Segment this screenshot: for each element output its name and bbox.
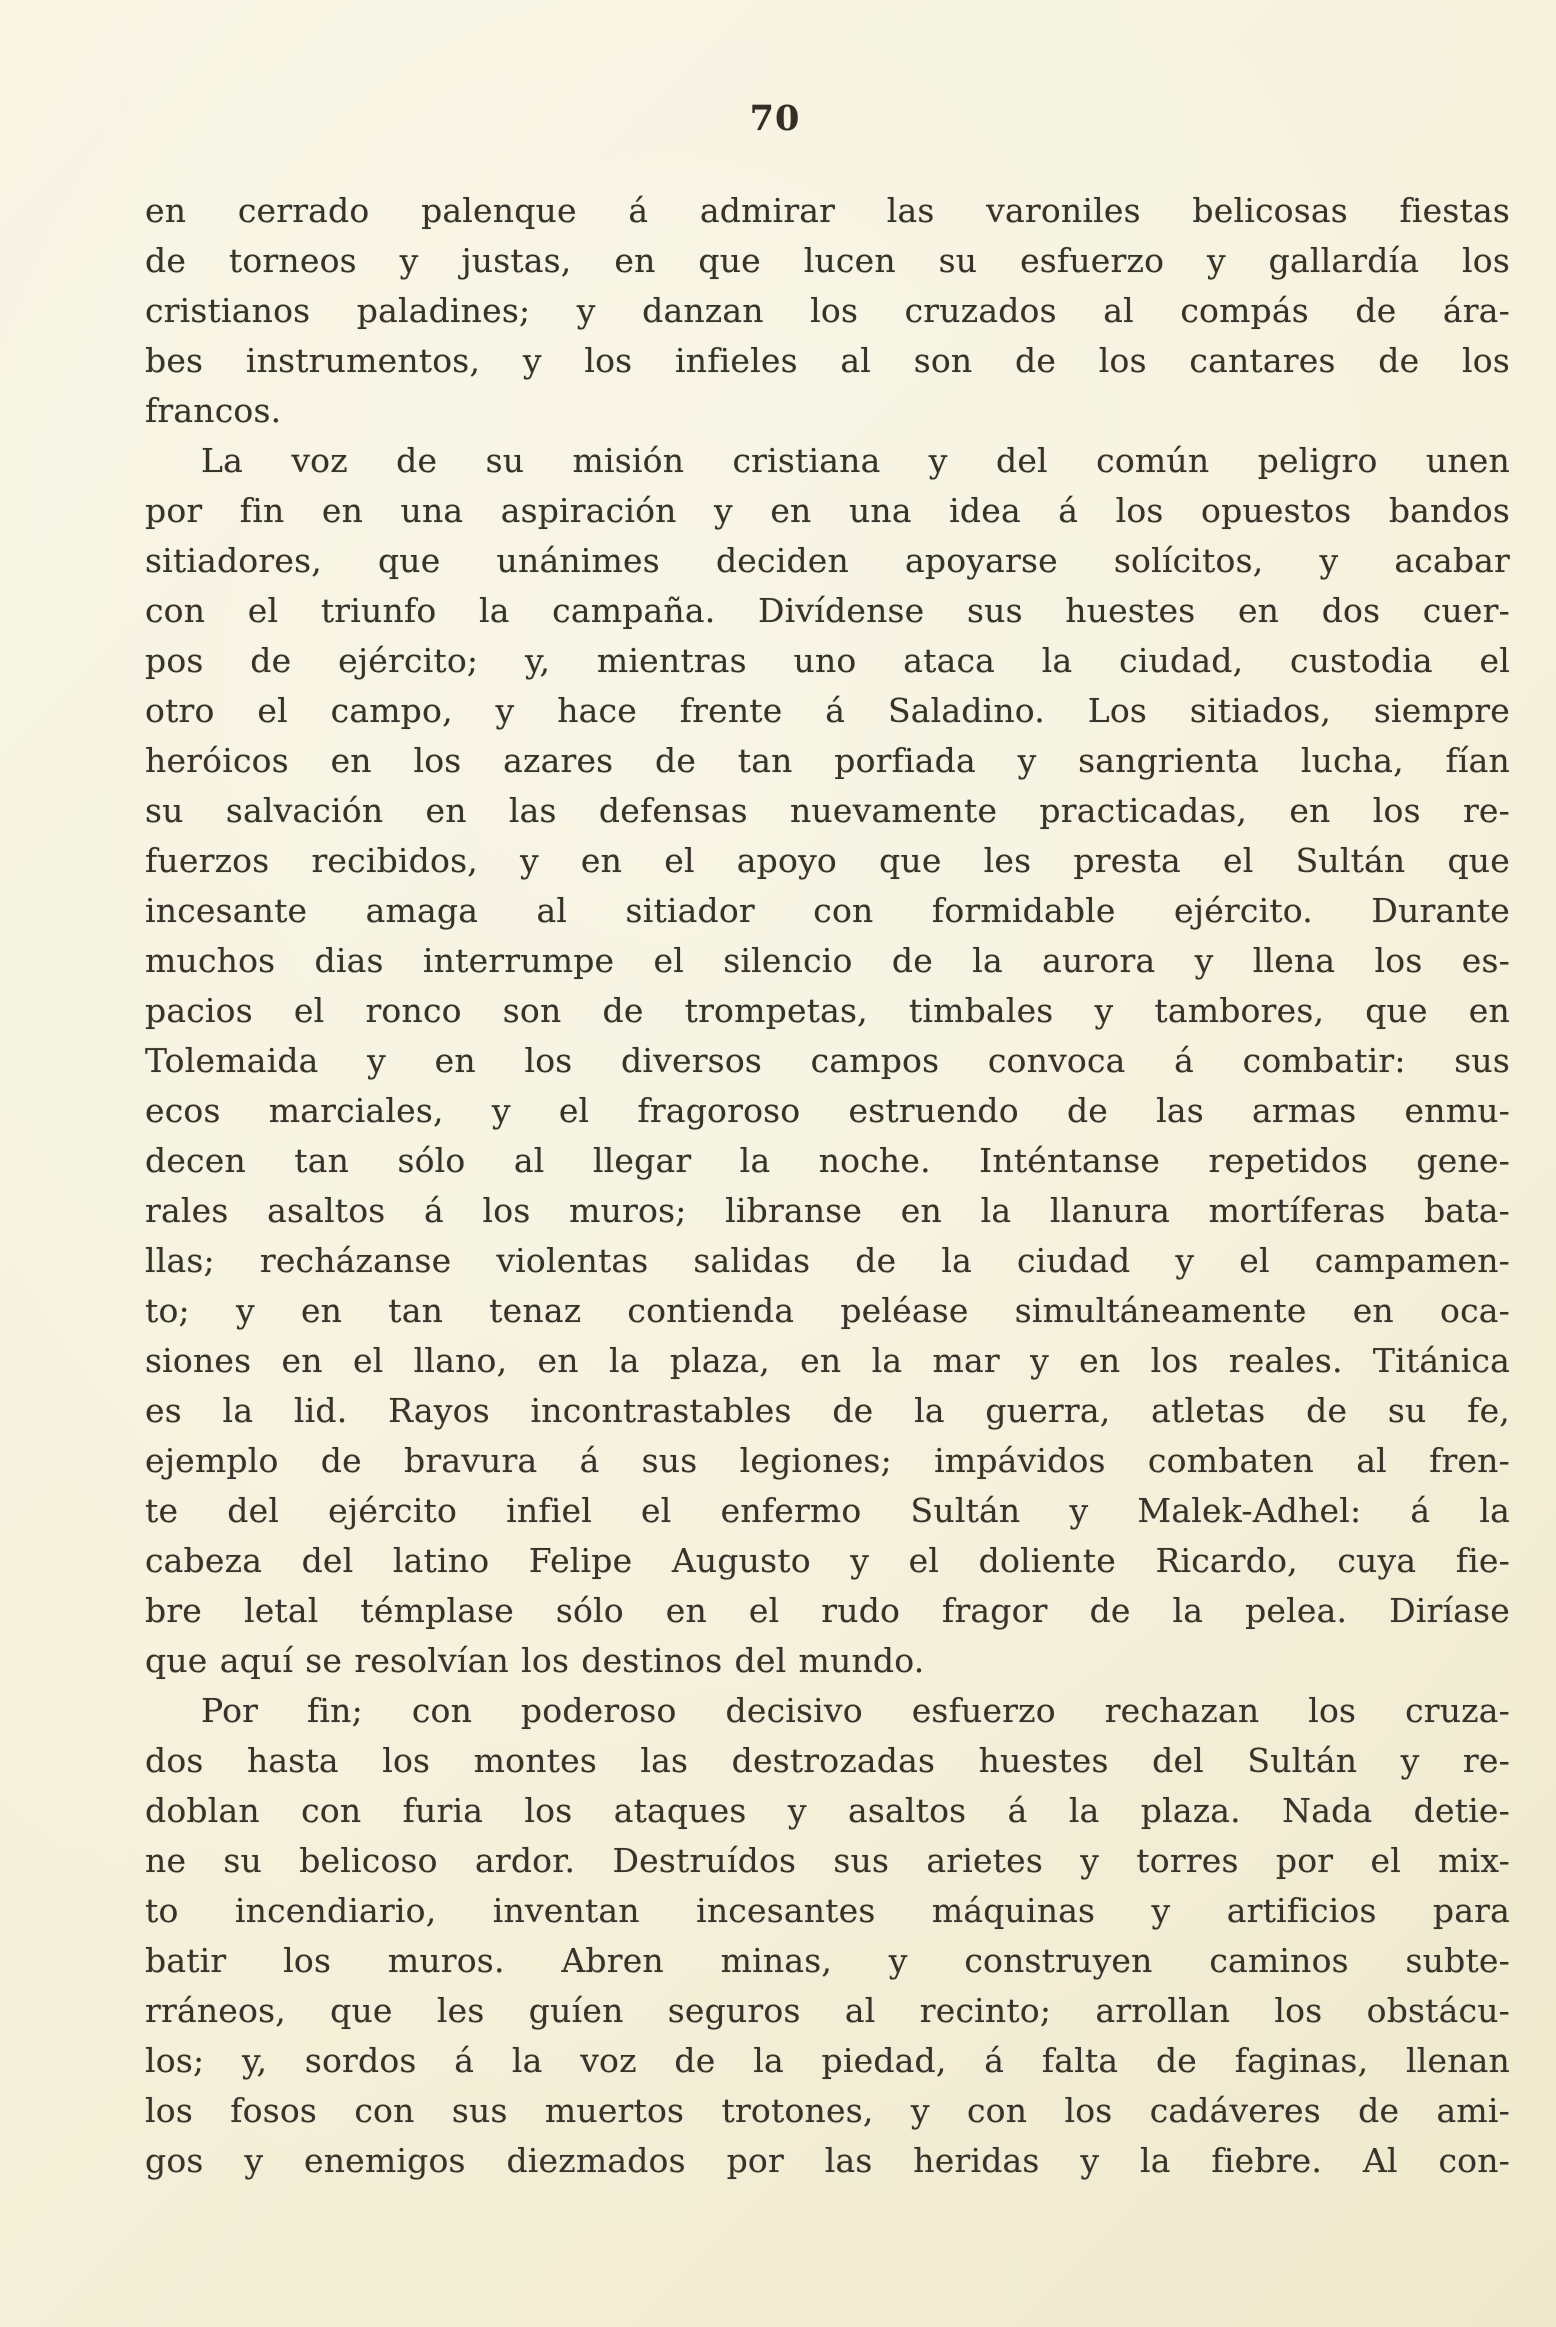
body-text bbox=[145, 186, 1510, 2186]
text-line: con el triunfo la campaña. Divídense sus huestes en dos cuer- bbox=[145, 591, 1510, 630]
text-line: muchos dias interrumpe el silencio de la aurora y llena los es- bbox=[145, 941, 1510, 980]
text-line: doblan con furia los ataques y asaltos á la plaza. Nada detie- bbox=[145, 1791, 1510, 1830]
text-line: llas; recházanse violentas salidas de la ciudad y el campamen- bbox=[145, 1241, 1510, 1280]
text-line: en cerrado palenque á admirar las varoniles belicosas fiestas bbox=[145, 191, 1510, 230]
text-line: dos hasta los montes las destrozadas huestes del Sultán y re- bbox=[145, 1741, 1510, 1780]
text-line: sitiadores, que unánimes deciden apoyarse solícitos, y acabar bbox=[145, 541, 1510, 580]
text-line: Por fin; con poderoso decisivo esfuerzo rechazan los cruza- bbox=[201, 1691, 1510, 1730]
text-line: por fin en una aspiración y en una idea á los opuestos bandos bbox=[145, 491, 1510, 530]
text-line: que aquí se resolvían los destinos del mundo. bbox=[145, 1641, 925, 1680]
text-line: La voz de su misión cristiana y del común peligro unen bbox=[201, 441, 1510, 480]
page-number: 70 bbox=[749, 98, 801, 139]
text-line: decen tan sólo al llegar la noche. Inténtanse repetidos gene- bbox=[145, 1141, 1510, 1180]
text-line: ejemplo de bravura á sus legiones; impávidos combaten al fren- bbox=[145, 1441, 1510, 1480]
text-line: te del ejército infiel el enfermo Sultán y Malek-Adhel: á la bbox=[145, 1491, 1510, 1530]
text-line: to incendiario, inventan incesantes máquinas y artificios para bbox=[145, 1891, 1510, 1930]
text-line: ecos marciales, y el fragoroso estruendo de las armas enmu- bbox=[145, 1091, 1510, 1130]
text-line: pos de ejército; y, mientras uno ataca la ciudad, custodia el bbox=[145, 641, 1510, 680]
text-line: francos. bbox=[145, 391, 282, 430]
text-line: cristianos paladines; y danzan los cruzados al compás de ára- bbox=[145, 291, 1510, 330]
text-line: cabeza del latino Felipe Augusto y el doliente Ricardo, cuya fie- bbox=[145, 1541, 1510, 1580]
text-line: to; y en tan tenaz contienda peléase simultáneamente en oca- bbox=[145, 1291, 1510, 1330]
text-line: los fosos con sus muertos trotones, y con los cadáveres de ami- bbox=[145, 2091, 1510, 2130]
text-line: otro el campo, y hace frente á Saladino. Los sitiados, siempre bbox=[145, 691, 1510, 730]
text-line: fuerzos recibidos, y en el apoyo que les presta el Sultán que bbox=[145, 841, 1510, 880]
text-line: es la lid. Rayos incontrastables de la guerra, atletas de su fe, bbox=[145, 1391, 1510, 1430]
text-line: los; y, sordos á la voz de la piedad, á falta de faginas, llenan bbox=[145, 2041, 1510, 2080]
text-line: heróicos en los azares de tan porfiada y sangrienta lucha, fían bbox=[145, 741, 1510, 780]
text-line: rales asaltos á los muros; libranse en la llanura mortíferas bata- bbox=[145, 1191, 1510, 1230]
text-line: siones en el llano, en la plaza, en la mar y en los reales. Titánica bbox=[145, 1341, 1510, 1380]
text-line: bes instrumentos, y los infieles al son de los cantares de los bbox=[145, 341, 1510, 380]
text-line: gos y enemigos diezmados por las heridas y la fiebre. Al con- bbox=[145, 2141, 1510, 2180]
text-line: rráneos, que les guíen seguros al recinto; arrollan los obstácu- bbox=[145, 1991, 1510, 2030]
text-line: Tolemaida y en los diversos campos convoca á combatir: sus bbox=[145, 1041, 1510, 1080]
text-line: ne su belicoso ardor. Destruídos sus arietes y torres por el mix- bbox=[145, 1841, 1510, 1880]
text-line: de torneos y justas, en que lucen su esfuerzo y gallardía los bbox=[145, 241, 1510, 280]
text-line: pacios el ronco son de trompetas, timbales y tambores, que en bbox=[145, 991, 1510, 1030]
text-line: batir los muros. Abren minas, y construyen caminos subte- bbox=[145, 1941, 1510, 1980]
text-line: su salvación en las defensas nuevamente practicadas, en los re- bbox=[145, 791, 1510, 830]
text-line: incesante amaga al sitiador con formidable ejército. Durante bbox=[145, 891, 1510, 930]
text-line: bre letal témplase sólo en el rudo fragor de la pelea. Diríase bbox=[145, 1591, 1510, 1630]
